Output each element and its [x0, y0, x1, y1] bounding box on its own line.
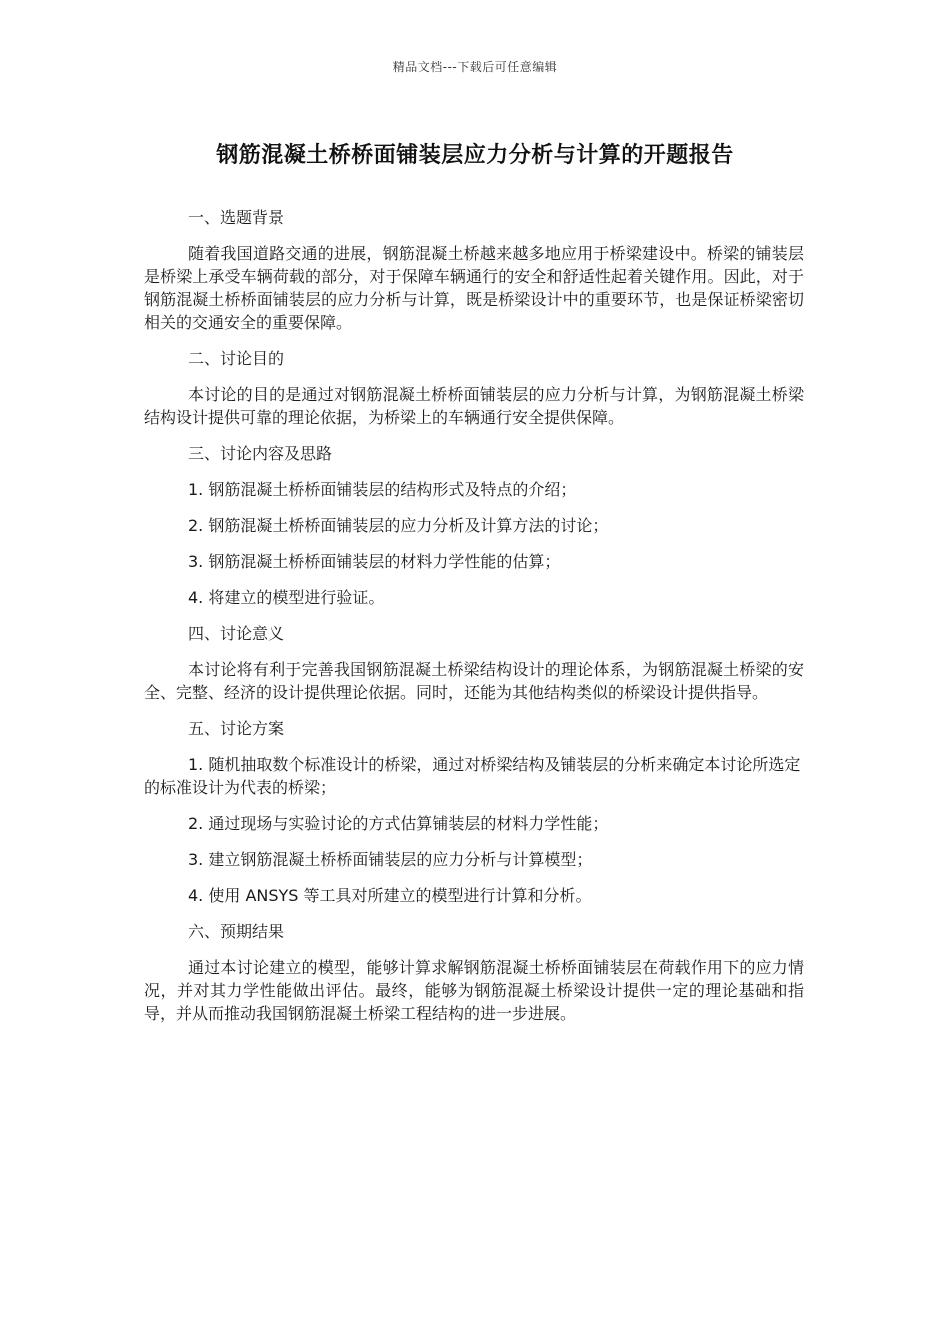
header-note: 精品文档---下载后可任意编辑	[392, 60, 558, 74]
section-significance	[144, 622, 804, 704]
list-item: 3. 建立钢筋混凝土桥桥面铺装层的应力分析与计算模型；	[188, 850, 593, 869]
section-background	[144, 206, 804, 334]
list-item: 4. 将建立的模型进行验证。	[188, 588, 385, 607]
section-heading: 一、选题背景	[188, 208, 285, 227]
section-heading: 二、讨论目的	[188, 349, 285, 368]
document-body	[144, 206, 804, 1038]
section-content	[144, 442, 804, 609]
section-paragraph: 通过本讨论建立的模型，能够计算求解钢筋混凝土桥桥面铺装层在荷载作用下的应力情况，并对其力学性能做出评估。最终，能够为钢筋混凝土桥梁设计提供一定的理论基础和指导，并从而推动我国钢筋混凝土桥梁工程结构的进一步进展。	[144, 958, 804, 1023]
section-heading: 三、讨论内容及思路	[188, 444, 333, 463]
list-item: 1. 钢筋混凝土桥桥面铺装层的结构形式及特点的介绍；	[188, 480, 577, 499]
section-heading: 四、讨论意义	[188, 624, 285, 643]
document-title: 钢筋混凝土桥桥面铺装层应力分析与计算的开题报告	[216, 143, 734, 168]
section-plan	[144, 717, 804, 907]
section-heading: 六、预期结果	[188, 922, 285, 941]
section-expected-results	[144, 920, 804, 1025]
section-purpose	[144, 347, 804, 429]
list-item: 1. 随机抽取数个标准设计的桥梁，通过对桥梁结构及铺装层的分析来确定本讨论所选定的标准设计为代表的桥梁；	[144, 755, 801, 797]
section-paragraph: 本讨论将有利于完善我国钢筋混凝土桥梁结构设计的理论体系，为钢筋混凝土桥梁的安全、完整、经济的设计提供理论依据。同时，还能为其他结构类似的桥梁设计提供指导。	[144, 660, 804, 702]
section-heading: 五、讨论方案	[188, 719, 285, 738]
list-item: 2. 通过现场与实验讨论的方式估算铺装层的材料力学性能；	[188, 814, 609, 833]
list-item: 3. 钢筋混凝土桥桥面铺装层的材料力学性能的估算；	[188, 552, 561, 571]
section-paragraph: 随着我国道路交通的进展，钢筋混凝土桥越来越多地应用于桥梁建设中。桥梁的铺装层是桥梁上承受车辆荷载的部分，对于保障车辆通行的安全和舒适性起着关键作用。因此，对于钢筋混凝土桥桥面铺装层的应力分析与计算，既是桥梁设计中的重要环节，也是保证桥梁密切相关的交通安全的重要保障。	[144, 244, 804, 332]
section-paragraph: 本讨论的目的是通过对钢筋混凝土桥桥面铺装层的应力分析与计算，为钢筋混凝土桥梁结构设计提供可靠的理论依据，为桥梁上的车辆通行安全提供保障。	[144, 385, 804, 427]
list-item: 2. 钢筋混凝土桥桥面铺装层的应力分析及计算方法的讨论；	[188, 516, 609, 535]
list-item: 4. 使用 ANSYS 等工具对所建立的模型进行计算和分析。	[188, 886, 592, 905]
